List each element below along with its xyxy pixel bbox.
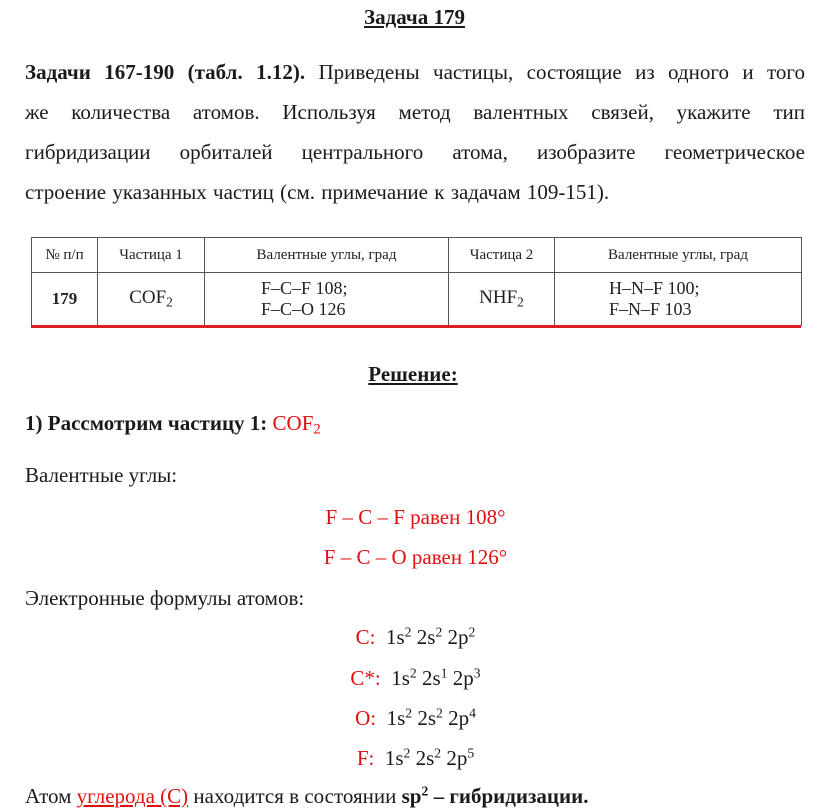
intro-line-1 — [25, 52, 805, 92]
particle-1-subscript: 2 — [166, 294, 173, 310]
intro-bold: Задачи 167-190 (табл. 1.12). — [25, 60, 306, 84]
angle-fcf: F – C – F равен 108° — [325, 505, 506, 529]
config-term-exponent: 5 — [467, 745, 475, 761]
hyb-sup: 2 — [421, 783, 429, 799]
table-header-row — [32, 238, 802, 273]
config-term: 2p — [447, 625, 469, 649]
config-term-exponent: 2 — [436, 705, 443, 721]
config-term-exponent: 1 — [440, 665, 448, 681]
valence-angles-label: Валентные углы: — [25, 463, 178, 487]
cell-angles-1 — [205, 273, 449, 326]
config-term: 2p — [448, 706, 470, 730]
header-angles-1: Валентные углы, град — [205, 238, 449, 273]
bottom-middle: находится в состоянии — [188, 784, 402, 808]
config-atom-label: C*: — [350, 666, 381, 690]
step-1-formula-sub: 2 — [313, 421, 321, 438]
intro-line-4: строение указанных частиц (см. примечание к задачам 109-151). — [25, 180, 610, 204]
table-row — [32, 273, 802, 326]
task-table — [31, 237, 802, 326]
angles-2-line-1: H–N–F 100; — [609, 278, 700, 298]
header-num: № п/п — [32, 238, 98, 273]
header-angles-2: Валентные углы, град — [555, 238, 802, 273]
config-term-exponent: 2 — [434, 745, 442, 761]
config-term-exponent: 2 — [403, 745, 411, 761]
bottom-hyb — [402, 784, 589, 808]
step-1-label: 1) Рассмотрим частицу 1: — [25, 411, 268, 435]
particle-2-subscript: 2 — [517, 294, 524, 310]
solution-title: Решение: — [368, 362, 458, 386]
step-1-formula — [272, 411, 321, 438]
table-red-underline — [31, 325, 801, 328]
config-term-exponent: 3 — [473, 665, 481, 681]
step-1-heading — [25, 411, 321, 439]
config-term: 1s — [386, 706, 406, 730]
config-term: 2s — [422, 666, 441, 690]
bottom-highlight: углерода (С) — [76, 784, 189, 808]
intro-line-2: же количества атомов. Используя метод валентных связей, укажите тип — [25, 100, 805, 124]
config-term-exponent: 4 — [469, 705, 476, 721]
cell-particle-2 — [449, 273, 555, 326]
step-1-formula-text: COF — [272, 411, 314, 435]
electron-formulas-label: Электронные формулы атомов: — [25, 586, 305, 610]
angles-1-line-2: F–C–O 126 — [261, 299, 346, 319]
config-term-exponent: 2 — [468, 624, 476, 640]
config-term-exponent: 2 — [409, 665, 417, 681]
header-particle-2: Частица 2 — [449, 238, 555, 273]
config-c-excited — [0, 666, 831, 691]
angles-1-line-1: F–C–F 108; — [261, 278, 348, 298]
config-term-exponent: 2 — [404, 624, 412, 640]
config-atom-label: F: — [356, 746, 375, 770]
config-term: 2s — [415, 746, 435, 770]
config-term: 2s — [416, 625, 436, 649]
config-term: 1s — [385, 625, 405, 649]
config-term-exponent: 2 — [435, 624, 443, 640]
angle-fco: F – C – O равен 126° — [323, 545, 508, 569]
header-particle-1: Частица 1 — [98, 238, 205, 273]
intro-paragraph — [25, 52, 805, 212]
cell-angles-2 — [555, 273, 802, 326]
particle-2-formula: NHF — [479, 287, 518, 309]
bottom-prefix: Атом — [25, 784, 77, 808]
intro-text-1: Приведены частицы, состоящие из одного и того — [305, 60, 805, 84]
config-term: 1s — [384, 746, 404, 770]
config-c — [0, 625, 831, 650]
hybridization-sentence — [25, 784, 588, 809]
task-title: Задача 179 — [364, 5, 465, 29]
config-atom-label: C: — [355, 625, 376, 649]
config-term-exponent: 2 — [405, 705, 413, 721]
config-term: 2p — [446, 746, 468, 770]
cell-particle-1 — [98, 273, 205, 326]
angles-2-line-2: F–N–F 103 — [609, 299, 692, 319]
config-atom-label: O: — [355, 706, 377, 730]
intro-line-3: гибридизации орбиталей центрального атома, изобразите геометрическое — [25, 140, 805, 164]
config-term: 2s — [417, 706, 437, 730]
cell-num: 179 — [32, 273, 98, 326]
config-o — [0, 706, 831, 731]
config-f — [0, 746, 831, 771]
hyb-base: sp — [401, 784, 422, 808]
hyb-suffix: – гибридизации. — [428, 784, 589, 808]
config-term: 1s — [391, 666, 410, 690]
config-term: 2p — [452, 666, 474, 690]
particle-1-formula: COF — [129, 287, 167, 309]
